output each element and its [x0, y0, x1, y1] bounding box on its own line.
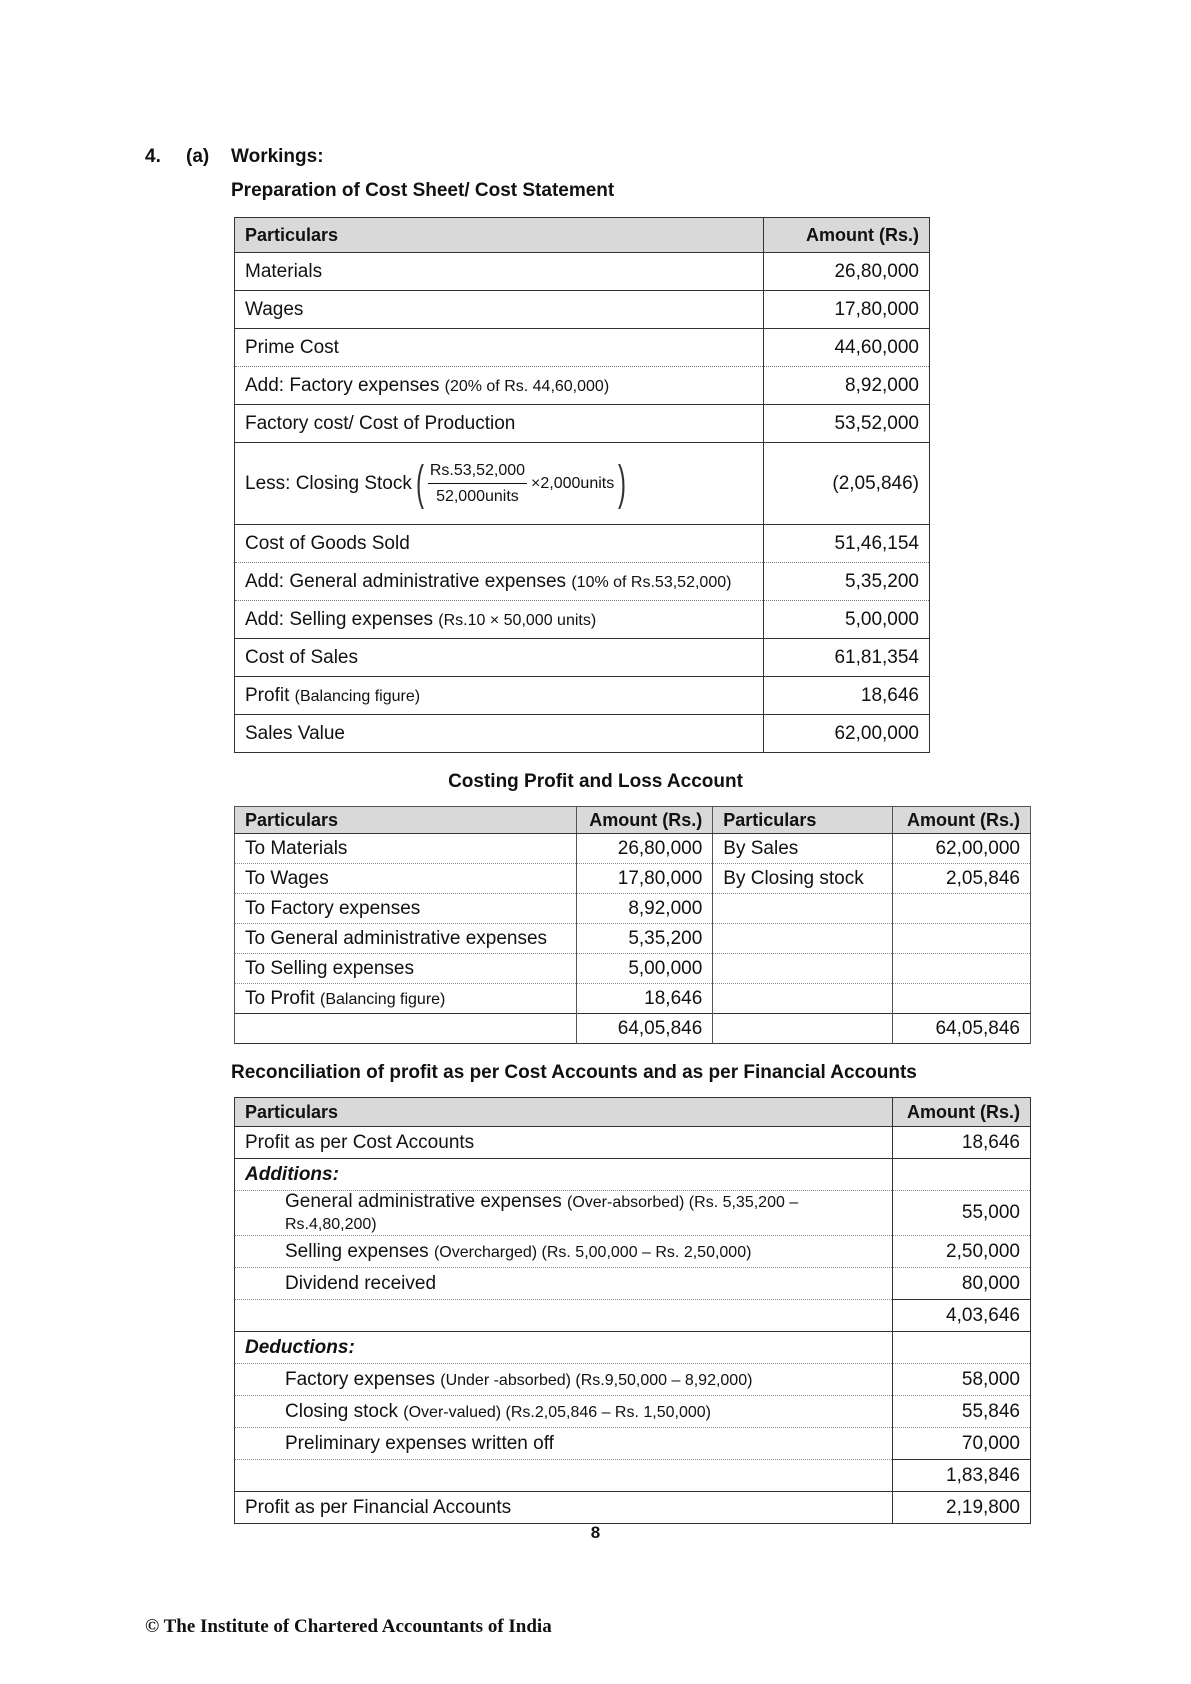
row-label: Materials [245, 260, 323, 282]
dr-label: To Materials [235, 834, 577, 864]
dr-note: (Balancing figure) [319, 990, 446, 1008]
header-particulars: Particulars [235, 1098, 893, 1127]
table-row [235, 329, 930, 367]
row-label: Profit as per Cost Accounts [235, 1127, 893, 1159]
table-row [235, 1236, 1031, 1268]
row-amount: 61,81,354 [764, 639, 930, 677]
left-paren: ( [415, 456, 424, 510]
row-amount: 18,646 [764, 677, 930, 715]
formula-numerator: Rs.53,52,000 [428, 462, 527, 484]
reconciliation-table [234, 1097, 1031, 1524]
row-note: (Over-valued) (Rs.2,05,846 – Rs. 1,50,000) [403, 1403, 711, 1421]
cr-label [713, 894, 893, 924]
cr-amount [893, 894, 1031, 924]
footer-copyright: © The Institute of Chartered Accountants of India [145, 1616, 552, 1637]
cr-label [713, 924, 893, 954]
row-note: (Balancing figure) [294, 687, 421, 705]
table-row [235, 834, 1031, 864]
row-label: Factory cost/ Cost of Production [245, 412, 516, 434]
row-note: (Overcharged) (Rs. 5,00,000 – Rs. 2,50,000) [433, 1243, 752, 1261]
row-note: (Under -absorbed) (Rs.9,50,000 – 8,92,000) [440, 1371, 753, 1389]
cost-sheet-title: Preparation of Cost Sheet/ Cost Statement [231, 180, 615, 201]
cr-amount [893, 954, 1031, 984]
header-amount: Amount (Rs.) [893, 1098, 1031, 1127]
pl-account-table [234, 806, 1031, 1044]
row-label: Factory expenses [285, 1368, 435, 1390]
header-amount: Amount (Rs.) [764, 218, 930, 253]
closing-stock-formula [412, 456, 630, 510]
row-amount: 18,646 [893, 1127, 1031, 1159]
row-label: Profit as per Financial Accounts [235, 1492, 893, 1524]
row-note: (20% of Rs. 44,60,000) [444, 377, 610, 395]
table-row [235, 253, 930, 291]
table-row [235, 677, 930, 715]
row-amount: 62,00,000 [764, 715, 930, 753]
total-cr: 64,05,846 [893, 1014, 1031, 1044]
row-label: Closing stock [285, 1400, 398, 1422]
table-row [235, 1428, 1031, 1460]
dr-label: To General administrative expenses [235, 924, 577, 954]
table-row [235, 954, 1031, 984]
row-amount: 2,19,800 [893, 1492, 1031, 1524]
cr-amount [893, 924, 1031, 954]
cr-label: By Closing stock [713, 864, 893, 894]
row-amount: 17,80,000 [764, 291, 930, 329]
table-row [235, 525, 930, 563]
table-row [235, 894, 1031, 924]
row-label: Dividend received [235, 1268, 893, 1300]
dr-label: To Factory expenses [235, 894, 577, 924]
cr-amount: 2,05,846 [893, 864, 1031, 894]
closing-stock-label: Less: Closing Stock [245, 472, 412, 494]
table-row [235, 864, 1031, 894]
dr-label: To Wages [235, 864, 577, 894]
table-row [235, 367, 930, 405]
table-row [235, 639, 930, 677]
cr-label [713, 984, 893, 1014]
table-row [235, 715, 930, 753]
table-row [235, 563, 930, 601]
table-row [235, 1268, 1031, 1300]
header-particulars: Particulars [235, 218, 764, 253]
total-dr: 64,05,846 [577, 1014, 713, 1044]
row-amount: 53,52,000 [764, 405, 930, 443]
row-amount: 58,000 [893, 1364, 1031, 1396]
row-note: (10% of Rs.53,52,000) [571, 573, 732, 591]
cr-label [713, 954, 893, 984]
row-amount: 55,846 [893, 1396, 1031, 1428]
formula-denominator: 52,000units [436, 487, 519, 505]
table-row [235, 1191, 1031, 1236]
row-label: Add: Selling expenses [245, 608, 434, 630]
dr-amount: 18,646 [577, 984, 713, 1014]
header-amount-cr: Amount (Rs.) [893, 807, 1031, 834]
deductions-total: 1,83,846 [893, 1460, 1031, 1492]
row-label: Selling expenses [285, 1240, 429, 1262]
additions-total: 4,03,646 [893, 1300, 1031, 1332]
row-label: Prime Cost [245, 336, 339, 358]
row-amount: 70,000 [893, 1428, 1031, 1460]
cr-label: By Sales [713, 834, 893, 864]
table-row [235, 984, 1031, 1014]
row-label: Sales Value [245, 722, 345, 744]
closing-stock-row [235, 443, 930, 525]
page-number: 8 [590, 1523, 601, 1542]
workings-label: Workings: [231, 146, 324, 167]
row-amount: 80,000 [893, 1268, 1031, 1300]
row-label: Add: Factory expenses [245, 374, 440, 396]
cost-sheet-table [234, 217, 930, 753]
table-row [235, 1396, 1031, 1428]
header-particulars-cr: Particulars [713, 807, 893, 834]
row-label: Cost of Sales [245, 646, 358, 668]
row-amount: 26,80,000 [764, 253, 930, 291]
right-paren: ) [618, 456, 627, 510]
table-row [235, 1364, 1031, 1396]
table-header-row [235, 218, 930, 253]
row-label: Profit [245, 684, 290, 706]
question-number: 4. [145, 146, 161, 167]
table-row [235, 1127, 1031, 1159]
row-amount: (2,05,846) [764, 443, 930, 525]
dr-amount: 5,35,200 [577, 924, 713, 954]
dr-amount: 8,92,000 [577, 894, 713, 924]
table-row [235, 924, 1031, 954]
table-header-row [235, 1098, 1031, 1127]
dr-label: To Profit [245, 987, 315, 1009]
header-particulars-dr: Particulars [235, 807, 577, 834]
reconciliation-title: Reconciliation of profit as per Cost Accounts and as per Financial Accounts [231, 1062, 917, 1083]
additions-label: Additions: [235, 1159, 893, 1191]
row-amount: 5,00,000 [764, 601, 930, 639]
row-label: Preliminary expenses written off [235, 1428, 893, 1460]
header-amount-dr: Amount (Rs.) [577, 807, 713, 834]
table-header-row [235, 807, 1031, 834]
row-amount: 55,000 [893, 1191, 1031, 1236]
row-label: Wages [245, 298, 304, 320]
dr-amount: 17,80,000 [577, 864, 713, 894]
row-amount: 8,92,000 [764, 367, 930, 405]
dr-amount: 26,80,000 [577, 834, 713, 864]
table-row [235, 291, 930, 329]
pl-account-title: Costing Profit and Loss Account [448, 771, 743, 792]
table-row [235, 1492, 1031, 1524]
deductions-row [235, 1332, 1031, 1364]
dr-amount: 5,00,000 [577, 954, 713, 984]
row-note: (Rs.10 × 50,000 units) [438, 611, 597, 629]
row-note: (Over-absorbed) (Rs. 5,35,200 – Rs.4,80,200) [285, 1194, 799, 1233]
additions-row [235, 1159, 1031, 1191]
row-amount: 2,50,000 [893, 1236, 1031, 1268]
row-label: General administrative expenses [285, 1191, 562, 1212]
formula-multiplier: ×2,000units [531, 474, 615, 492]
cr-amount [893, 984, 1031, 1014]
table-row [235, 601, 930, 639]
row-amount: 44,60,000 [764, 329, 930, 367]
row-label: Add: General administrative expenses [245, 570, 567, 592]
dr-label: To Selling expenses [235, 954, 577, 984]
cr-amount: 62,00,000 [893, 834, 1031, 864]
row-label: Cost of Goods Sold [245, 532, 410, 554]
total-row [235, 1014, 1031, 1044]
row-amount: 5,35,200 [764, 563, 930, 601]
row-amount: 51,46,154 [764, 525, 930, 563]
subtotal-row [235, 1460, 1031, 1492]
subtotal-row [235, 1300, 1031, 1332]
table-row [235, 405, 930, 443]
deductions-label: Deductions: [235, 1332, 893, 1364]
question-part: (a) [186, 146, 210, 167]
